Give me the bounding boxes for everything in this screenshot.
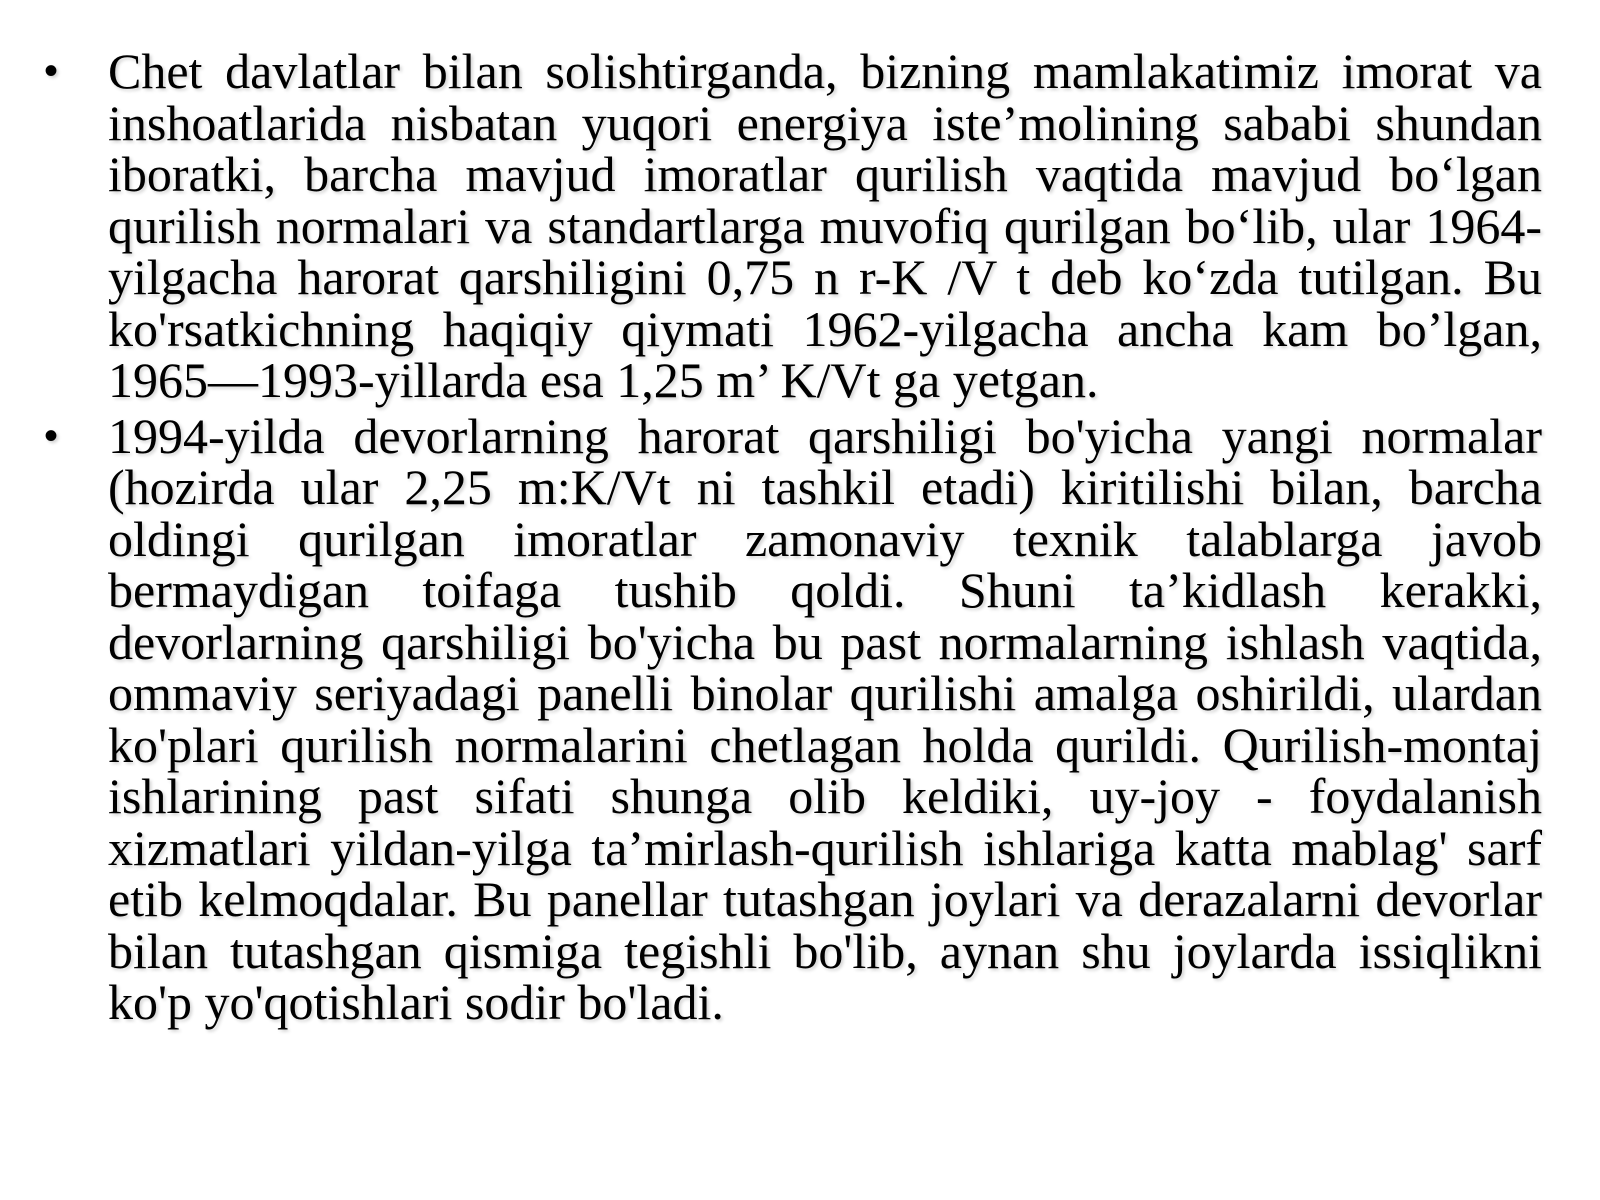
bullet-dot-icon: • [44,49,59,93]
bullet-item-1 [44,43,1542,408]
bullet-list [44,43,1542,1033]
bullet-item-2 [44,407,1542,1030]
bullet-text-1: Chet davlatlar bilan solishtirganda, bizning mamlakatimiz imorat va inshoatlarida nisbatan yuqori energiya iste’molining sababi shundan iboratki, barcha mavjud imoratlar qurilish vaqtida mavjud bo‘lgan qurilish normalari va standartlarga muvofiq qurilgan bo‘lib, ular 1964-yilgacha harorat qarshiligini 0,75 n r-K /V t deb ko‘zda tutilgan. Bu ko'rsatkichning haqiqiy qiymati 1962-yilgacha ancha kam bo’lgan, 1965—1993-yillarda esa 1,25 m’ K/Vt ga yetgan. [108,43,1542,408]
bullet-text-2: 1994-yilda devorlarning harorat qarshiligi bo'yicha yangi normalar (hozirda ular 2,25 m:K/Vt ni tashkil etadi) kiritilishi bilan, barcha oldingi qurilgan imoratlar zamonaviy texnik talablarga javob bermaydigan toifaga tushib qoldi. Shuni ta’kidlash kerakki, devorlarning qarshiligi bo'yicha bu past normalarning ishlash vaqtida, ommaviy seriyadagi panelli binolar qurilishi amalga oshirildi, ulardan ko'plari qurilish normalarini chetlagan holda qurildi. Qurilish-montaj ishlarining past sifati shunga olib keldiki, uy-joy - foydalanish xizmatlari yildan-yilga ta’mirlash-qurilish ishlariga katta mablag' sarf etib kelmoqdalar. Bu panellar tutashgan joylari va derazalarni devorlar bilan tutashgan qismiga tegishli bo'lib, aynan shu joylarda issiqlikni ko'p yo'qotishlari sodir bo'ladi. [108,407,1542,1030]
bullet-dot-icon: • [44,413,59,458]
